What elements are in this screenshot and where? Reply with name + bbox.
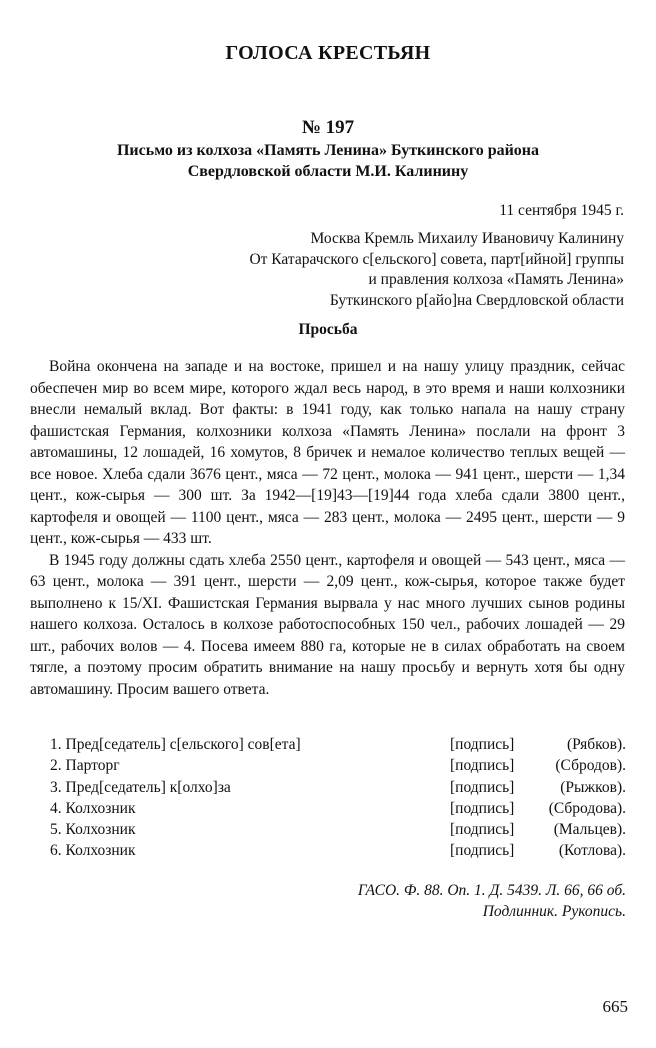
source-line: ГАСО. Ф. 88. Оп. 1. Д. 5439. Л. 66, 66 об. [357, 882, 626, 899]
page-number: 665 [602, 997, 628, 1016]
signature-name: (Рябков). [566, 736, 626, 753]
signature-role: 1. Пред[седатель] с[ельского] сов[ета] [50, 736, 301, 753]
signature-mark: [подпись] [450, 778, 515, 796]
signature-name: (Сбродова). [548, 799, 626, 817]
letter-address [64, 229, 624, 311]
signature-name: (Котлова). [558, 842, 626, 860]
signature-row [50, 755, 626, 776]
signature-name: (Мальцев). [553, 821, 626, 839]
signature-mark: [подпись] [450, 757, 515, 775]
document-heading [60, 140, 596, 182]
archive-source [226, 880, 626, 922]
section-title: ГОЛОСА КРЕСТЬЯН [225, 42, 431, 64]
address-line: Москва Кремль Михаилу Ивановичу Калинину [310, 230, 624, 247]
document-number: № 197 [301, 117, 355, 138]
signature-row [50, 819, 626, 840]
signature-mark: [подпись] [450, 842, 515, 860]
address-line: Буткинского р[айо]на Свердловской области [329, 291, 624, 309]
signature-list [50, 734, 626, 862]
address-line: От Катарачского с[ельского] совета, парт[ийной] группы [249, 250, 624, 268]
document-heading-line: Свердловской области М.И. Калинину [187, 163, 469, 180]
source-line: Подлинник. Рукопись. [482, 903, 626, 920]
signature-row [50, 777, 626, 798]
signature-mark: [подпись] [450, 736, 515, 753]
signature-name: (Сбродов). [555, 757, 626, 775]
signature-role: 2. Парторг [50, 757, 120, 775]
body-paragraph: В 1945 году должны сдать хлеба 2550 цент., картофеля и овощей — 543 цент., мяса — 63 цент., молока — 391 цент., шерсти — 2,09 цент., кож-сырья, которое также будет выполнено к 15/XI. Фашистская Германия вырвала у нас много лучших сынов родины нашего колхоза. Осталось в колхозе работоспособных 150 чел., рабочих лошадей — 29 шт., рабочих волов — 4. Посева имеем 880 га, которые не в силах обработать на своем тягле, а поэтому просим обратить внимание на нашу просьбу и вернуть хотя бы одну автомашину. Просим вашего ответа. [30, 551, 625, 698]
signature-mark: [подпись] [450, 799, 515, 817]
document-heading-line: Письмо из колхоза «Память Ленина» Буткинского района [116, 142, 540, 159]
signature-mark: [подпись] [450, 821, 515, 839]
letter-body [30, 356, 625, 700]
signature-role: 5. Колхозник [50, 821, 136, 839]
body-paragraph: Война окончена на западе и на востоке, пришел и на нашу улицу праздник, сейчас обеспечен мир во всем мире, которого ждал весь народ, в это время и наши колхозники внесли немалый вклад. Вот факты: в 1941 году, как только напала на нашу страну фашистская Германия, колхозники колхоза «Память Ленина» послали на фронт 3 автомашины, 12 лошадей, 16 хомутов, 8 бричек и немалое количество теплых вещей — все новое. Хлеба сдали 3676 цент., мяса — 72 цент., молока — 941 цент., шерсти — 1,34 цент., кож-сырья — 300 шт. За 1942—[19]43—[19]44 года хлеба сдали 3800 цент., картофеля и овощей — 1100 цент., мяса — 283 цент., молока — 2495 цент., шерсти — 9 цент., кож-сырья — 433 шт. [30, 358, 625, 547]
letter-date: 11 сентября 1945 г. [499, 202, 624, 219]
signature-row [50, 840, 626, 861]
signature-row [50, 734, 626, 755]
address-line: и правления колхоза «Память Ленина» [368, 271, 624, 288]
signature-role: 3. Пред[седатель] к[олхо]за [50, 778, 231, 796]
signature-role: 4. Колхозник [50, 799, 136, 817]
request-title: Просьба [298, 321, 358, 338]
signature-row [50, 798, 626, 819]
signature-name: (Рыжков). [560, 778, 626, 796]
signature-role: 6. Колхозник [50, 842, 136, 860]
